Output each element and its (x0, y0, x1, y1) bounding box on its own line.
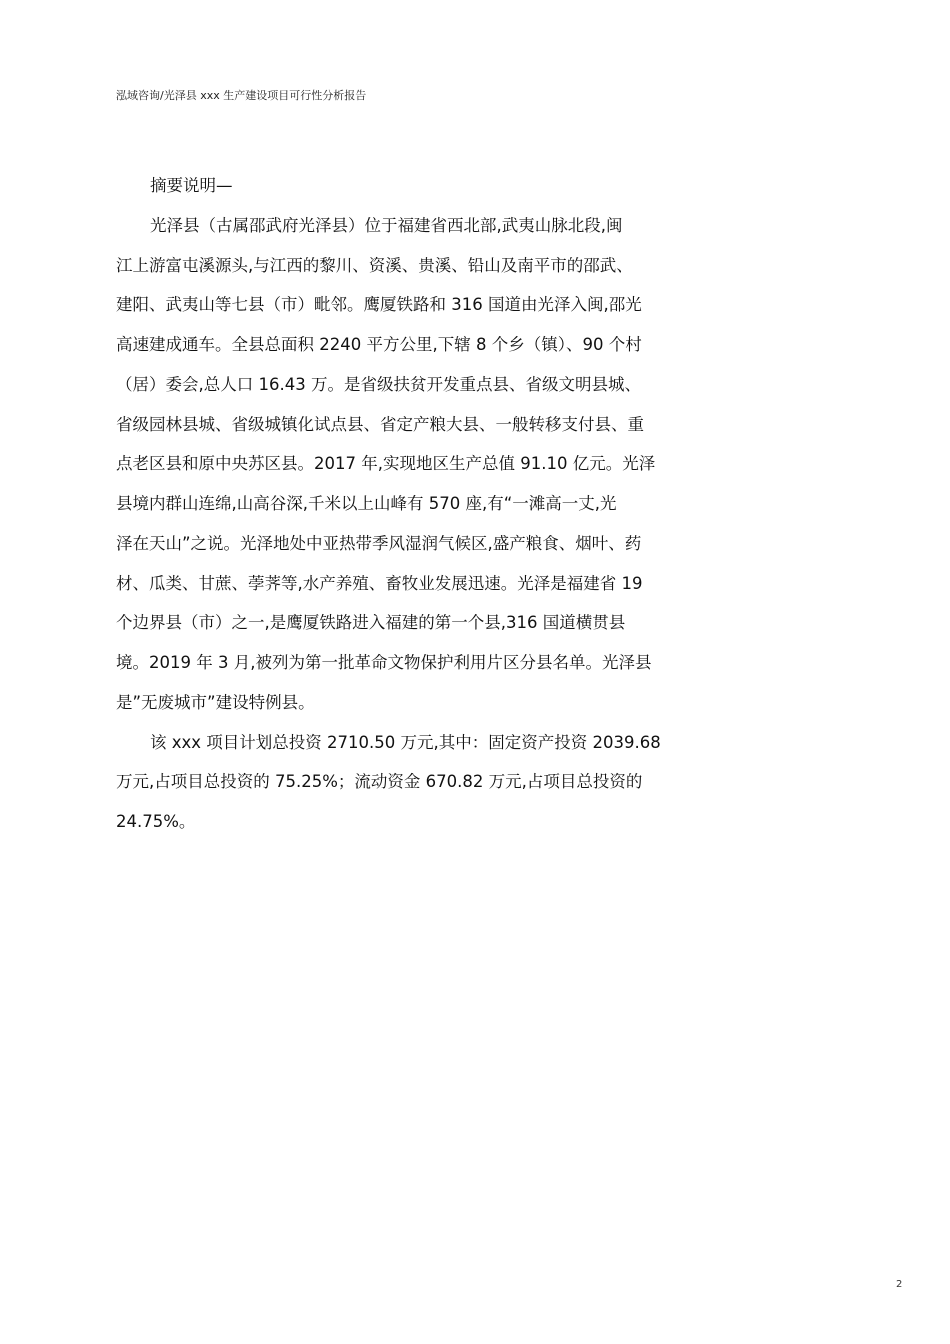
text-line: 点老区县和原中央苏区县。2017 年,实现地区生产总值 91.10 亿元。光泽 (116, 454, 656, 474)
text-line: 泽在天山”之说。光泽地处中亚热带季风湿润气候区,盛产粮食、烟叶、药 (116, 533, 642, 553)
text-line: 万元,占项目总投资的 75.25%；流动资金 670.82 万元,占项目总投资的 (116, 772, 643, 792)
text-line: 24.75%。 (116, 812, 196, 831)
text-line: 该 xxx 项目计划总投资 2710.50 万元,其中：固定资产投资 2039.68 (150, 732, 661, 752)
text-line: 光泽县（古属邵武府光泽县）位于福建省西北部,武夷山脉北段,闽 (150, 215, 623, 235)
text-line: 个边界县（市）之一,是鹰厦铁路进入福建的第一个县,316 国道横贯县 (116, 613, 626, 633)
text-line: （居）委会,总人口 16.43 万。是省级扶贫开发重点县、省级文明县城、 (116, 374, 641, 394)
text-line: 建阳、武夷山等七县（市）毗邻。鹰厦铁路和 316 国道由光泽入闽,邵光 (116, 295, 642, 315)
paragraph-location (116, 206, 678, 723)
text-line: 是”无废城市”建设特例县。 (116, 692, 315, 712)
paragraph-investment (116, 723, 678, 842)
text-line: 材、瓜类、甘蔗、荸荠等,水产养殖、畜牧业发展迅速。光泽是福建省 19 (116, 573, 643, 593)
text-line: 境。2019 年 3 月,被列为第一批革命文物保护利用片区分县名单。光泽县 (116, 653, 652, 672)
running-header: 泓域咨询/光泽县 xxx 生产建设项目可行性分析报告 (116, 89, 367, 102)
section-heading: 摘要说明— (150, 176, 233, 195)
page-number: 2 (896, 1279, 903, 1290)
text-line: 县境内群山连绵,山高谷深,千米以上山峰有 570 座,有“一滩高一丈,光 (116, 494, 617, 513)
text-line: 高速建成通车。全县总面积 2240 平方公里,下辖 8 个乡（镇）、90 个村 (116, 335, 642, 354)
text-line: 江上游富屯溪源头,与江西的黎川、资溪、贵溪、铅山及南平市的邵武、 (116, 255, 633, 275)
text-line: 省级园林县城、省级城镇化试点县、省定产粮大县、一般转移支付县、重 (116, 414, 644, 434)
body-text (116, 166, 678, 842)
